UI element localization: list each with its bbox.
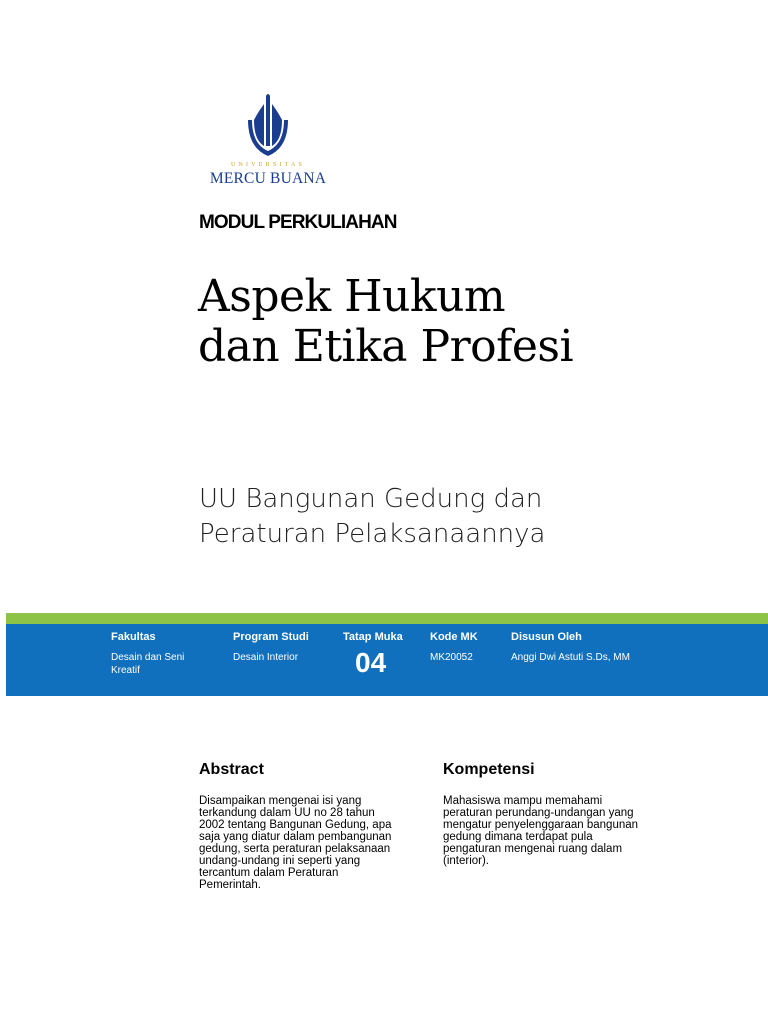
info-tatap-muka	[343, 631, 425, 679]
subtitle-line-1: UU Bangunan Gedung dan	[199, 484, 543, 514]
abstract-heading: Abstract	[199, 761, 264, 778]
module-label: MODUL PERKULIAHAN	[199, 212, 397, 233]
program-studi-value: Desain Interior	[233, 652, 299, 663]
program-studi-label: Program Studi	[233, 631, 309, 643]
fakultas-value: Desain dan Seni Kreatif	[111, 652, 185, 676]
subtitle-line-2: Peraturan Pelaksanaannya	[199, 519, 546, 549]
tatap-muka-label: Tatap Muka	[343, 631, 403, 643]
info-disusun-oleh	[511, 631, 711, 664]
logo-university-text: UNIVERSITAS	[230, 162, 306, 168]
kode-mk-label: Kode MK	[430, 631, 478, 643]
document-subtitle	[199, 482, 739, 552]
title-line-2: dan Etika Profesi	[198, 321, 574, 372]
kompetensi-heading: Kompetensi	[443, 761, 535, 778]
fakultas-label: Fakultas	[111, 631, 156, 643]
disusun-oleh-value: Anggi Dwi Astuti S.Ds, MM	[511, 652, 630, 663]
title-line-1: Aspek Hukum	[198, 271, 506, 322]
info-fakultas	[111, 631, 221, 677]
kode-mk-value: MK20052	[430, 652, 473, 663]
kompetensi-body: Mahasiswa mampu memahami peraturan perundang-undangan yang mengatur penyelenggaraan bangunan gedung dimana terdapat pula pengaturan mengenai ruang dalam (interior).	[443, 795, 639, 867]
info-kode-mk	[430, 631, 508, 664]
university-logo	[200, 88, 340, 198]
abstract-body: Disampaikan mengenai isi yang terkandung dalam UU no 28 tahun 2002 tentang Bangunan Gedung, apa saja yang diatur dalam pembangunan gedung, serta peraturan pelaksanaan undang-undang ini seperti yang tercantum dalam Peraturan Pemerintah.	[199, 795, 392, 891]
info-program-studi	[233, 631, 338, 664]
logo-name-text: MERCU BUANA	[209, 170, 327, 187]
green-accent-bar	[6, 613, 768, 624]
tatap-muka-value: 04	[355, 647, 387, 678]
disusun-oleh-label: Disusun Oleh	[511, 631, 582, 643]
document-title	[198, 272, 758, 372]
flame-emblem-icon	[240, 90, 296, 160]
